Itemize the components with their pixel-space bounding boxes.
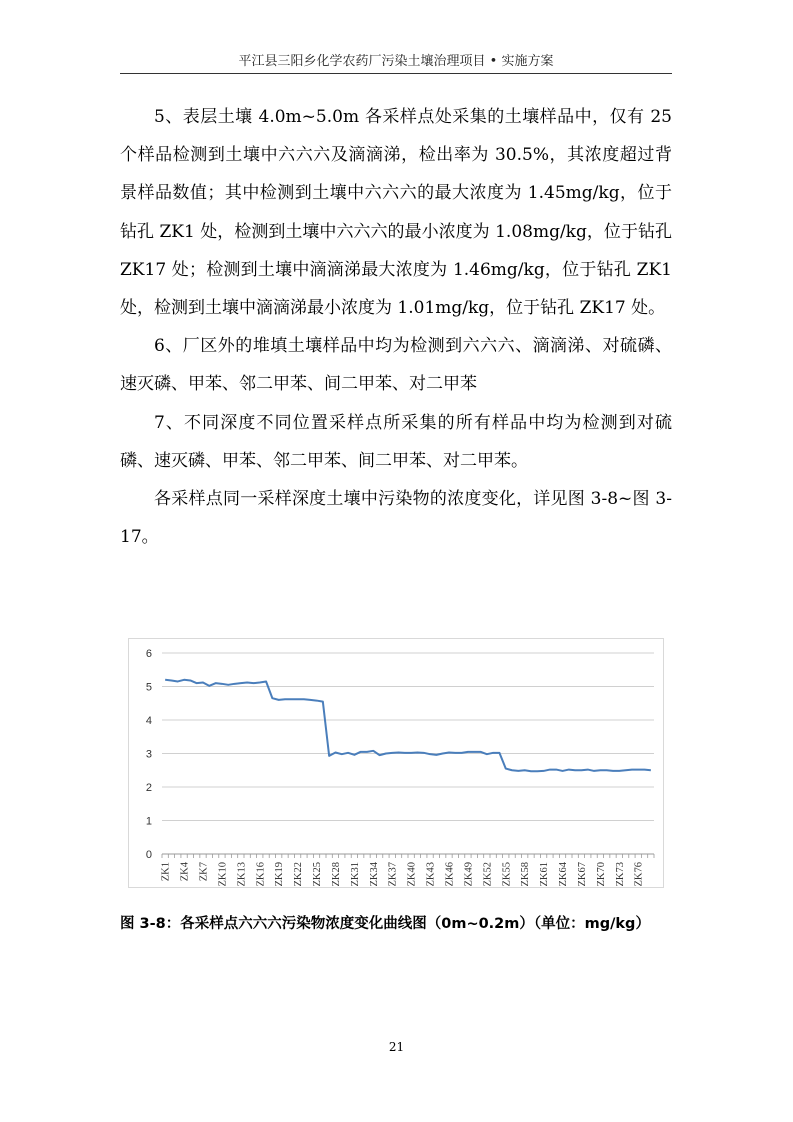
x-tick-label: ZK25 [312,862,324,887]
x-tick-label: ZK67 [576,862,588,887]
x-tick-label: ZK58 [520,862,532,887]
y-tick-label: 4 [145,715,152,727]
x-tick-label: ZK31 [349,862,361,887]
line-chart [128,638,664,888]
y-tick-label: 3 [145,748,152,761]
x-tick-label: ZK70 [595,862,607,887]
y-tick-label: 5 [145,681,152,694]
x-tick-label: ZK22 [293,862,305,887]
x-tick-label: ZK16 [255,862,267,887]
x-tick-label: ZK13 [236,862,248,887]
x-tick-label: ZK1 [160,862,172,882]
paragraph-7: 7、不同深度不同位置采样点所采集的所有样品中均为检测到对硫磷、速灭磷、甲苯、邻二甲苯、间二甲苯、对二甲苯。 [120,412,672,471]
x-tick-label: ZK7 [198,862,210,882]
page-number: 21 [388,1040,405,1054]
x-tick-label: ZK19 [274,862,286,887]
paragraph-figure-ref: 各采样点同一采样深度土壤中污染物的浓度变化，详见图 3-8~图 3-17。 [120,489,672,548]
x-tick-label: ZK37 [387,862,399,887]
x-tick-label: ZK64 [558,862,570,887]
x-tick-label: ZK52 [482,862,494,887]
y-tick-label: 0 [145,849,152,861]
y-tick-label: 1 [145,815,152,828]
y-tick-label: 6 [145,648,152,660]
header-rule [120,73,672,74]
x-tick-label: ZK46 [444,862,456,887]
x-tick-label: ZK55 [501,862,513,887]
x-tick-label: ZK61 [539,862,551,887]
x-tick-label: ZK10 [217,862,229,887]
x-tick-label: ZK43 [425,862,437,887]
chart-frame [129,639,664,888]
paragraph-6: 6、厂区外的堆填土壤样品中均为检测到六六六、滴滴涕、对硫磷、速灭磷、甲苯、邻二甲苯、间二甲苯、对二甲苯 [120,336,672,395]
x-tick-label: ZK49 [463,862,475,887]
x-tick-label: ZK4 [179,862,191,882]
figure-caption: 图 3-8：各采样点六六六污染物浓度变化曲线图（0m~0.2m）（单位：mg/kg） [120,916,650,932]
x-tick-label: ZK73 [614,862,626,887]
paragraph-5: 5、表层土壤 4.0m~5.0m 各采样点处采集的土壤样品中，仅有 25 个样品检测到土壤中六六六及滴滴涕，检出率为 30.5%，其浓度超过背景样品数值；其中检测到土壤中六六六的最大浓度为 1.45mg/kg，位于钻孔 ZK1 处，检测到土壤中六六六的最小浓度为 1.08mg/kg，位于钻孔 ZK17 处；检测到土壤中滴滴涕最大浓度为 1.46mg/kg，位于钻孔 ZK1 处，检测到土壤中滴滴涕最小浓度为 1.01mg/kg，位于钻孔 ZK17 处。 [120,107,672,319]
x-tick-label: ZK34 [368,862,380,887]
body-text [120,98,672,556]
y-tick-label: 2 [145,782,152,794]
series-line [165,680,651,771]
x-tick-label: ZK28 [330,862,342,887]
page-header: 平江县三阳乡化学农药厂污染土壤治理项目 • 实施方案 [238,54,554,69]
x-tick-label: ZK76 [633,862,645,887]
x-tick-label: ZK40 [406,862,418,887]
